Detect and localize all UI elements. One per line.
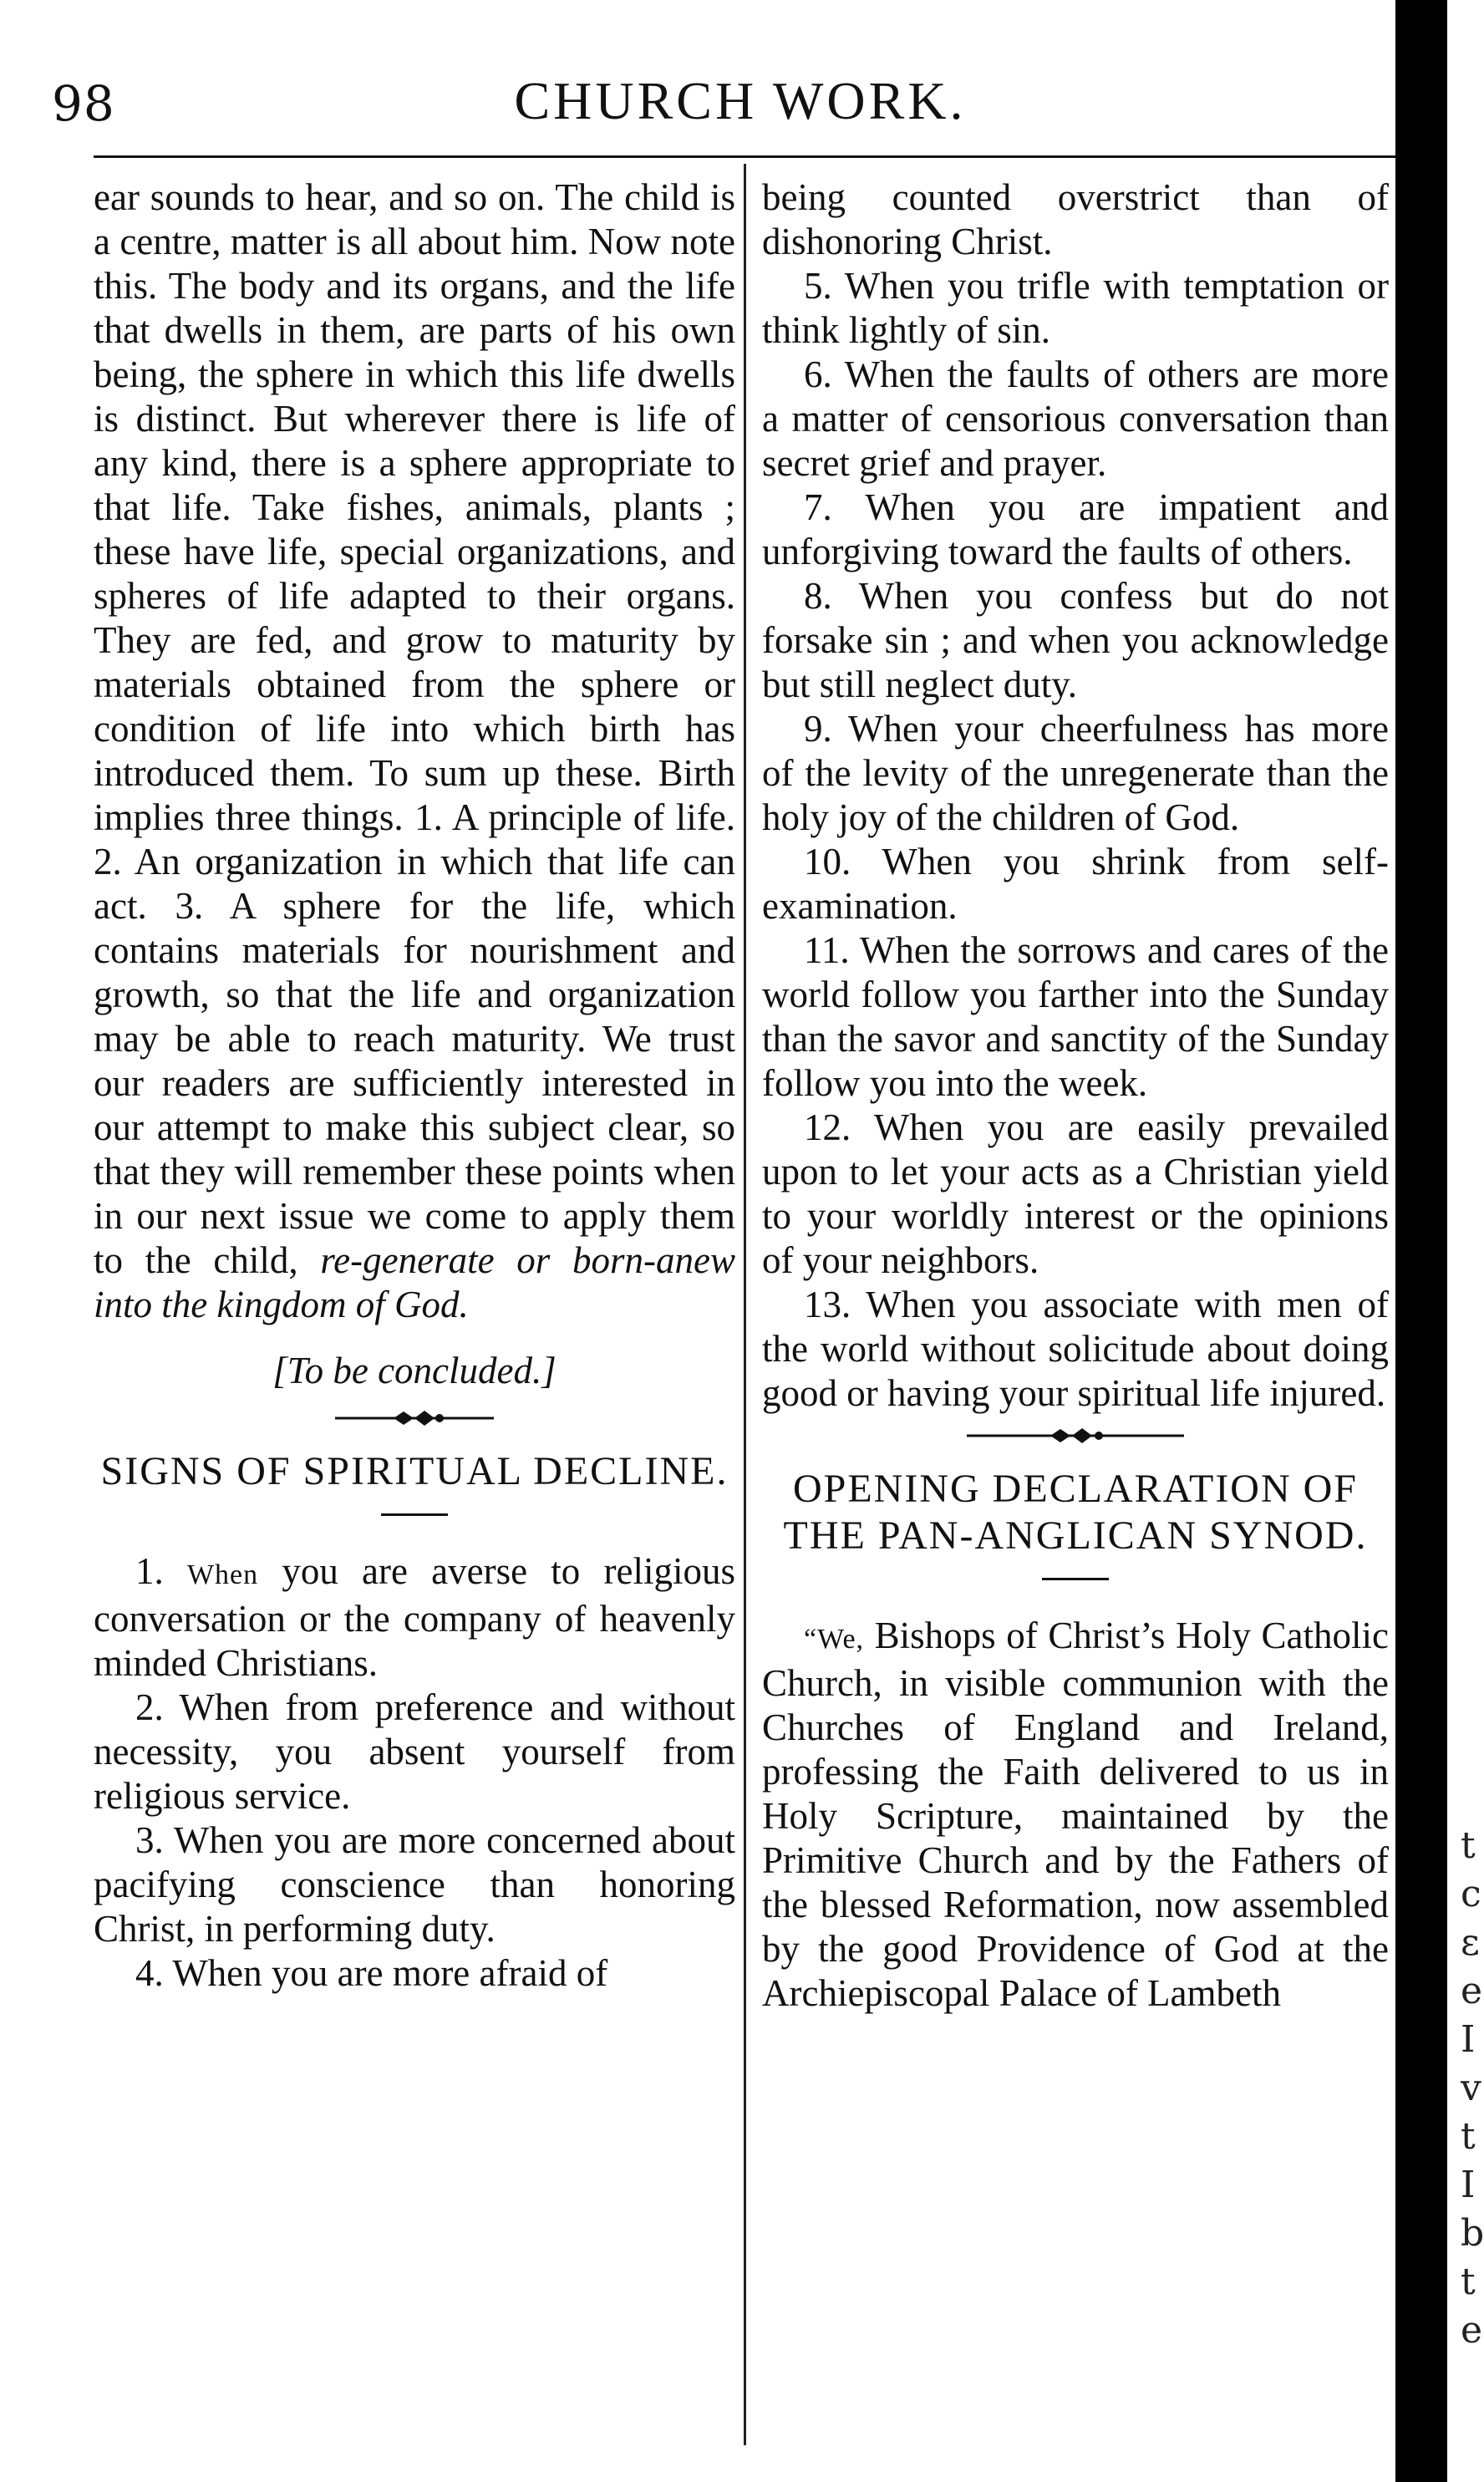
section-rule <box>1042 1578 1109 1580</box>
page-number: 98 <box>52 75 115 132</box>
bleed-letter: e <box>1461 1970 1483 2012</box>
bleed-letter: I <box>1461 2164 1476 2206</box>
item-number: 6. <box>804 353 832 395</box>
declaration-text: Bishops of Christ’s Holy Catholic Church, in visible communion with the Churches of England and Ireland, professing the Faith delivered to us in Holy Scripture, maintained by the Primitive Church and by the Fathers of the blessed Reformation, now assembled by the good Providence of God at the Archiepiscopal Palace of Lambeth <box>762 1615 1390 2014</box>
item-number: 10. <box>804 841 851 882</box>
item-text: When the sorrows and cares of the world follow you farther into the Sunday than the savor and sanctity of the Sunday follow you into the week. <box>762 929 1390 1104</box>
item-lead-word: When <box>186 1559 259 1590</box>
item-number: 5. <box>804 265 832 307</box>
item-text: When you are easily prevailed upon to let your acts as a Christian yield to your worldly interest or the opinions of your neighbors. <box>762 1106 1389 1281</box>
section-title-signs: SIGNS OF SPIRITUAL DECLINE. <box>100 1449 729 1493</box>
list-item <box>762 264 1389 353</box>
item-text: When the faults of others are more a matter of censorious conversation than secret grief and prayer. <box>762 353 1389 484</box>
list-item <box>94 1818 735 1951</box>
declaration-paragraph <box>762 1614 1389 2016</box>
right-column <box>762 175 1389 2016</box>
list-item <box>762 1106 1389 1283</box>
section-title-declaration: OPENING DECLARATION OF THE PAN-ANGLICAN SYNOD. <box>783 1467 1368 1558</box>
binding-shadow <box>1395 0 1447 2482</box>
section-rule <box>381 1513 448 1516</box>
list-item <box>762 707 1389 840</box>
item-text: When you are more concerned about pacifying conscience than honoring Christ, in performing duty. <box>94 1819 735 1950</box>
item-text: When you are more afraid of <box>172 1952 608 1994</box>
ornament-divider-icon <box>335 1408 494 1428</box>
item-number: 2. <box>135 1686 164 1728</box>
item-text: When you are impatient and unforgiving toward the faults of others. <box>762 486 1390 572</box>
to-be-concluded-note: [To be concluded.] <box>272 1350 556 1391</box>
list-item <box>762 840 1389 928</box>
item-text: you are averse to religious conversation or the company of heavenly minded Christians. <box>94 1550 735 1684</box>
ornament-divider-icon <box>967 1426 1184 1446</box>
item-text: When from preference and without necessity, you absent yourself from religious service. <box>94 1686 735 1817</box>
opening-paragraph-italic-end: re-generate or born-anew into the kingdom of God. <box>94 1239 735 1325</box>
item-text: When you trifle with temptation or think lightly of sin. <box>762 265 1390 351</box>
bleed-letter: e <box>1461 2309 1483 2352</box>
bleed-letter: t <box>1461 2261 1476 2303</box>
list-item <box>762 928 1389 1106</box>
running-head-title: CHURCH WORK. <box>514 71 967 130</box>
bleed-letter: I <box>1461 2018 1476 2061</box>
bleed-letter: t <box>1461 2115 1476 2158</box>
signs-list <box>94 1549 735 1996</box>
list-item <box>94 1549 735 1686</box>
item-text: When you shrink from self-examination. <box>762 841 1389 927</box>
item-number: 8. <box>804 575 832 617</box>
list-item <box>94 1686 735 1818</box>
item-text: When you associate with men of the world without solicitude about doing good or having your spiritual life injured. <box>762 1284 1389 1414</box>
column-divider <box>744 164 746 2445</box>
left-column <box>94 175 735 1996</box>
list-item <box>762 353 1389 486</box>
item-number: 1. <box>135 1550 164 1592</box>
item-number: 7. <box>804 486 832 528</box>
item-number: 3. <box>135 1819 164 1861</box>
list-item <box>762 486 1389 574</box>
list-item <box>762 574 1389 707</box>
bleed-letter: v <box>1461 2067 1481 2109</box>
bleed-through-letters <box>1461 1822 1484 2355</box>
item-number: 9. <box>804 708 832 750</box>
header-rule <box>94 155 1395 158</box>
item-text: When you confess but do not forsake sin ; and when you acknowledge but still neglect duty. <box>762 575 1389 705</box>
item-number: 11. <box>804 929 850 971</box>
opening-paragraph-text: ear sounds to hear, and so on. The child is a centre, matter is all about him. Now note this. The body and its organs, and the life that dwells in them, are parts of his own being, the sphere in which this life dwells is distinct. But wherever there is life of any kind, there is a sphere appropriate to that life. Take fishes, animals, plants ; these have life, special organizations, and spheres of life adapted to their organs. They are fed, and grow to maturity by materials obtained from the sphere or condition of life into which birth has introduced them. To sum up these. Birth implies three things. 1. A principle of life. 2. An organization in which that life can act. 3. A sphere for the life, which contains materials for nourishment and growth, so that the life and organization may be able to reach maturity. We trust our readers are sufficiently interested in our attempt to make this subject clear, so that they will remember these points when in our next issue we come to apply them to the child, <box>94 176 735 1281</box>
item-text: When your cheerfulness has more of the levity of the unregenerate than the holy joy of the children of God. <box>762 708 1389 838</box>
item-number: 12. <box>804 1106 851 1148</box>
declaration-lead-word: “We, <box>804 1624 865 1655</box>
signs-list-continued <box>762 264 1389 1416</box>
bleed-letter: t <box>1461 1824 1476 1867</box>
list-item <box>94 1951 735 1996</box>
item-number: 13. <box>804 1284 851 1325</box>
bleed-letter: ε <box>1461 1921 1480 1964</box>
bleed-letter: c <box>1461 1873 1481 1915</box>
list-item <box>762 1283 1389 1416</box>
bleed-letter: b <box>1461 2212 1484 2255</box>
opening-paragraph <box>94 175 735 1327</box>
item-number: 4. <box>135 1952 164 1994</box>
continuation-text: being counted overstrict than of dishonoring Christ. <box>762 176 1389 262</box>
